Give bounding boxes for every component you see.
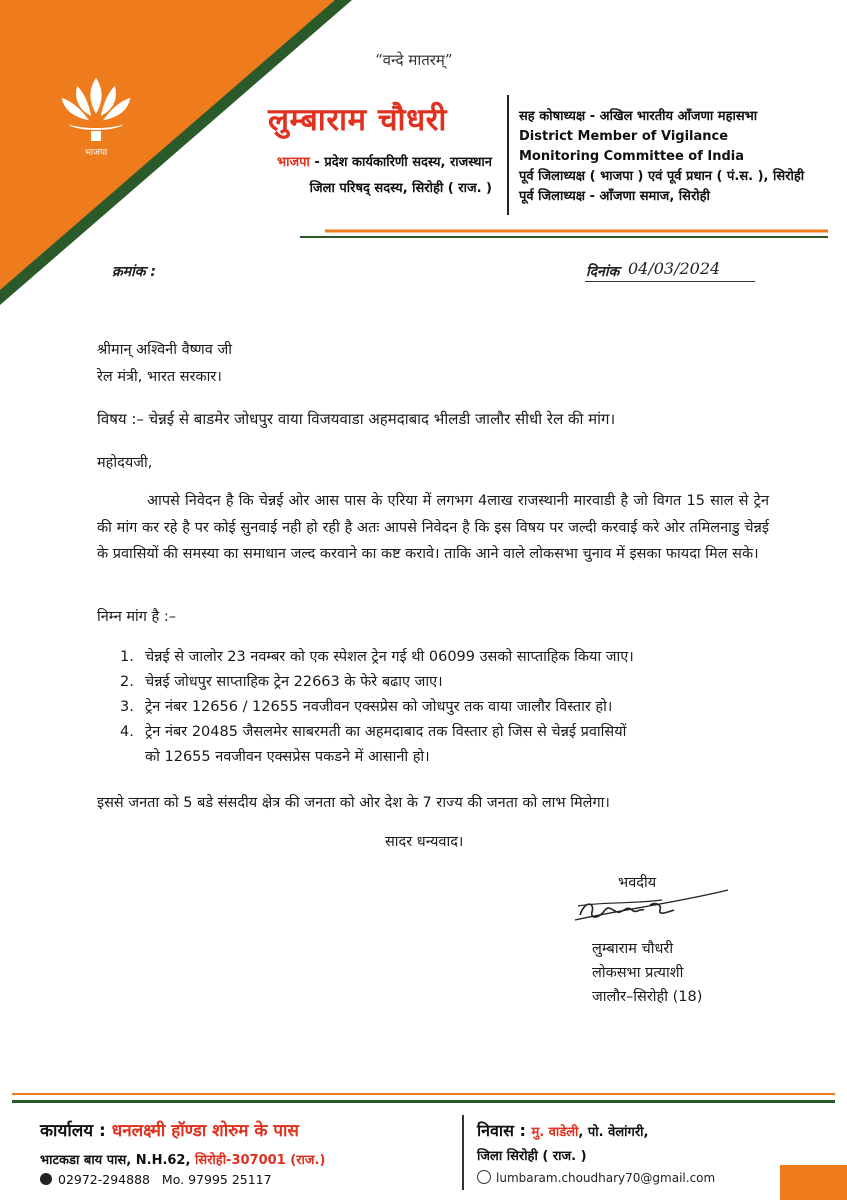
svg-text:भाजपा: भाजपा [84, 148, 108, 158]
residence-post: , पो. वेलांगरी, [578, 1125, 649, 1140]
list-item [120, 670, 634, 695]
residence-label: निवास : [477, 1121, 526, 1140]
signer-constituency: जालौर–सिरोही (18) [592, 989, 703, 1005]
signature [570, 880, 730, 935]
designation-block [248, 150, 492, 202]
list-item [120, 720, 634, 770]
letterhead-name: लुम्बाराम चौधरी [268, 102, 447, 138]
footer-orange-block [780, 1165, 847, 1200]
designation-line2: जिला परिषद् सदस्य, सिरोही ( राज. ) [309, 181, 492, 196]
demands-list [120, 645, 634, 770]
list-number: 2. [120, 674, 134, 690]
closing: भवदीय [618, 875, 657, 891]
list-number: 4. [120, 724, 134, 740]
right-line: सह कोषाध्यक्ष - अखिल भारतीय आँजणा महासभा [519, 109, 758, 124]
main-paragraph [97, 488, 769, 568]
footer-divider [462, 1115, 464, 1190]
kramank-label: क्रमांक : [112, 264, 156, 280]
party-label: भाजपा [276, 155, 310, 170]
residence-village: मु. वाडेली [531, 1125, 579, 1140]
date-value: 04/03/2024 [628, 259, 721, 278]
footer-rule-orange [12, 1093, 835, 1095]
right-line: Monitoring Committee of India [519, 149, 745, 164]
list-text: ट्रेन नंबर 20485 जैसलमेर साबरमती का अहमदाबाद तक विस्तार हो जिस से चेन्नई प्रवासियों [145, 724, 627, 740]
right-designations [519, 107, 804, 207]
office-label: कार्यालय : [40, 1121, 106, 1141]
phone-number: 02972-294888 [58, 1172, 150, 1187]
date-label: दिनांक [586, 264, 620, 280]
phone-line [40, 1172, 272, 1187]
office-address [40, 1150, 325, 1168]
office-place: धनलक्ष्मी हॉण्डा शोरुम के पास [111, 1121, 299, 1141]
list-number: 1. [120, 649, 134, 665]
email-address: lumbaram.choudhary70@gmail.com [496, 1171, 716, 1185]
thanks-line: सादर धन्यवाद। [385, 834, 464, 850]
designation-line1: - प्रदेश कार्यकारिणी सदस्य, राजस्थान [309, 155, 492, 170]
residence-district: जिला सिरोही ( राज. ) [477, 1149, 587, 1164]
list-item [120, 695, 634, 720]
right-line: District Member of Vigilance [519, 129, 729, 144]
subject-line: विषय :– चेन्नई से बाडमेर जोधपुर वाया विजयवाडा अहमदाबाद भीलडी जालौर सीधी रेल की मांग। [97, 410, 616, 428]
email-line [477, 1170, 715, 1185]
right-line: पूर्व जिलाध्यक्ष - आँजणा समाज, सिरोही [519, 189, 710, 204]
list-number: 3. [120, 699, 134, 715]
list-item [120, 645, 634, 670]
list-text: चेन्नई जोधपुर साप्ताहिक ट्रेन 22663 के फेरे बढाए जाए। [145, 674, 443, 690]
office-address-prefix: भाटकडा बाय पास, N.H.62, [40, 1153, 195, 1168]
right-line: पूर्व जिलाध्यक्ष ( भाजपा ) एवं पूर्व प्रधान ( पं.स. ), सिरोही [519, 169, 805, 184]
slogan: “वन्दे मातरम्” [375, 51, 453, 69]
office-line [40, 1118, 299, 1141]
lotus-icon [37, 55, 155, 173]
signer-name: लुम्बाराम चौधरी [592, 941, 674, 957]
recipient-title: रेल मंत्री, भारत सरकार। [97, 369, 222, 385]
demands-heading: निम्न मांग है :– [97, 609, 176, 625]
list-text: चेन्नई से जालोर 23 नवम्बर को एक स्पेशल ट्रेन गई थी 06099 उसको साप्ताहिक किया जाए। [145, 649, 634, 665]
header-divider [507, 95, 509, 215]
benefit-line: इससे जनता को 5 बडे संसदीय क्षेत्र की जनता को ओर देश के 7 राज्य की जनता को लाभ मिलेगा। [97, 795, 610, 811]
mobile-number: Mo. 97995 25117 [161, 1172, 272, 1187]
list-text-cont: को 12655 नवजीवन एक्सप्रेस पकडने में आसानी हो। [145, 749, 430, 765]
salutation: महोदयजी, [97, 455, 153, 471]
email-icon [477, 1170, 491, 1184]
residence-line [477, 1119, 648, 1141]
signer-role: लोकसभा प्रत्याशी [592, 965, 684, 981]
list-text: ट्रेन नंबर 12656 / 12655 नवजीवन एक्सप्रेस को जोधपुर तक वाया जालौर विस्तार हो। [145, 699, 613, 715]
office-address-city: सिरोही-307001 (राज.) [194, 1153, 326, 1168]
date-underline [585, 281, 755, 282]
main-paragraph-text: आपसे निवेदन है कि चेन्नई ओर आस पास के एरिया में लगभग 4लाख राजस्थानी मारवाडी है जो विगत 15 साल से ट्रेन की मांग कर रहे है पर कोई सुनवाई नही हो रही है अतः आपसे निवेदन है कि इस विषय पर जल्दी करवाई करे ओर तमिलनाडु चेन्नई के प्रवासियों की समस्या का समाधान जल्द करवाने का कष्ट करावे। ताकि आने वाले लोकसभा चुनाव में इसका फायदा मिल सके। [97, 493, 769, 562]
recipient-name: श्रीमान् अश्विनी वैष्णव जी [97, 342, 232, 358]
footer-rule-green [12, 1100, 835, 1103]
phone-icon [40, 1173, 52, 1185]
